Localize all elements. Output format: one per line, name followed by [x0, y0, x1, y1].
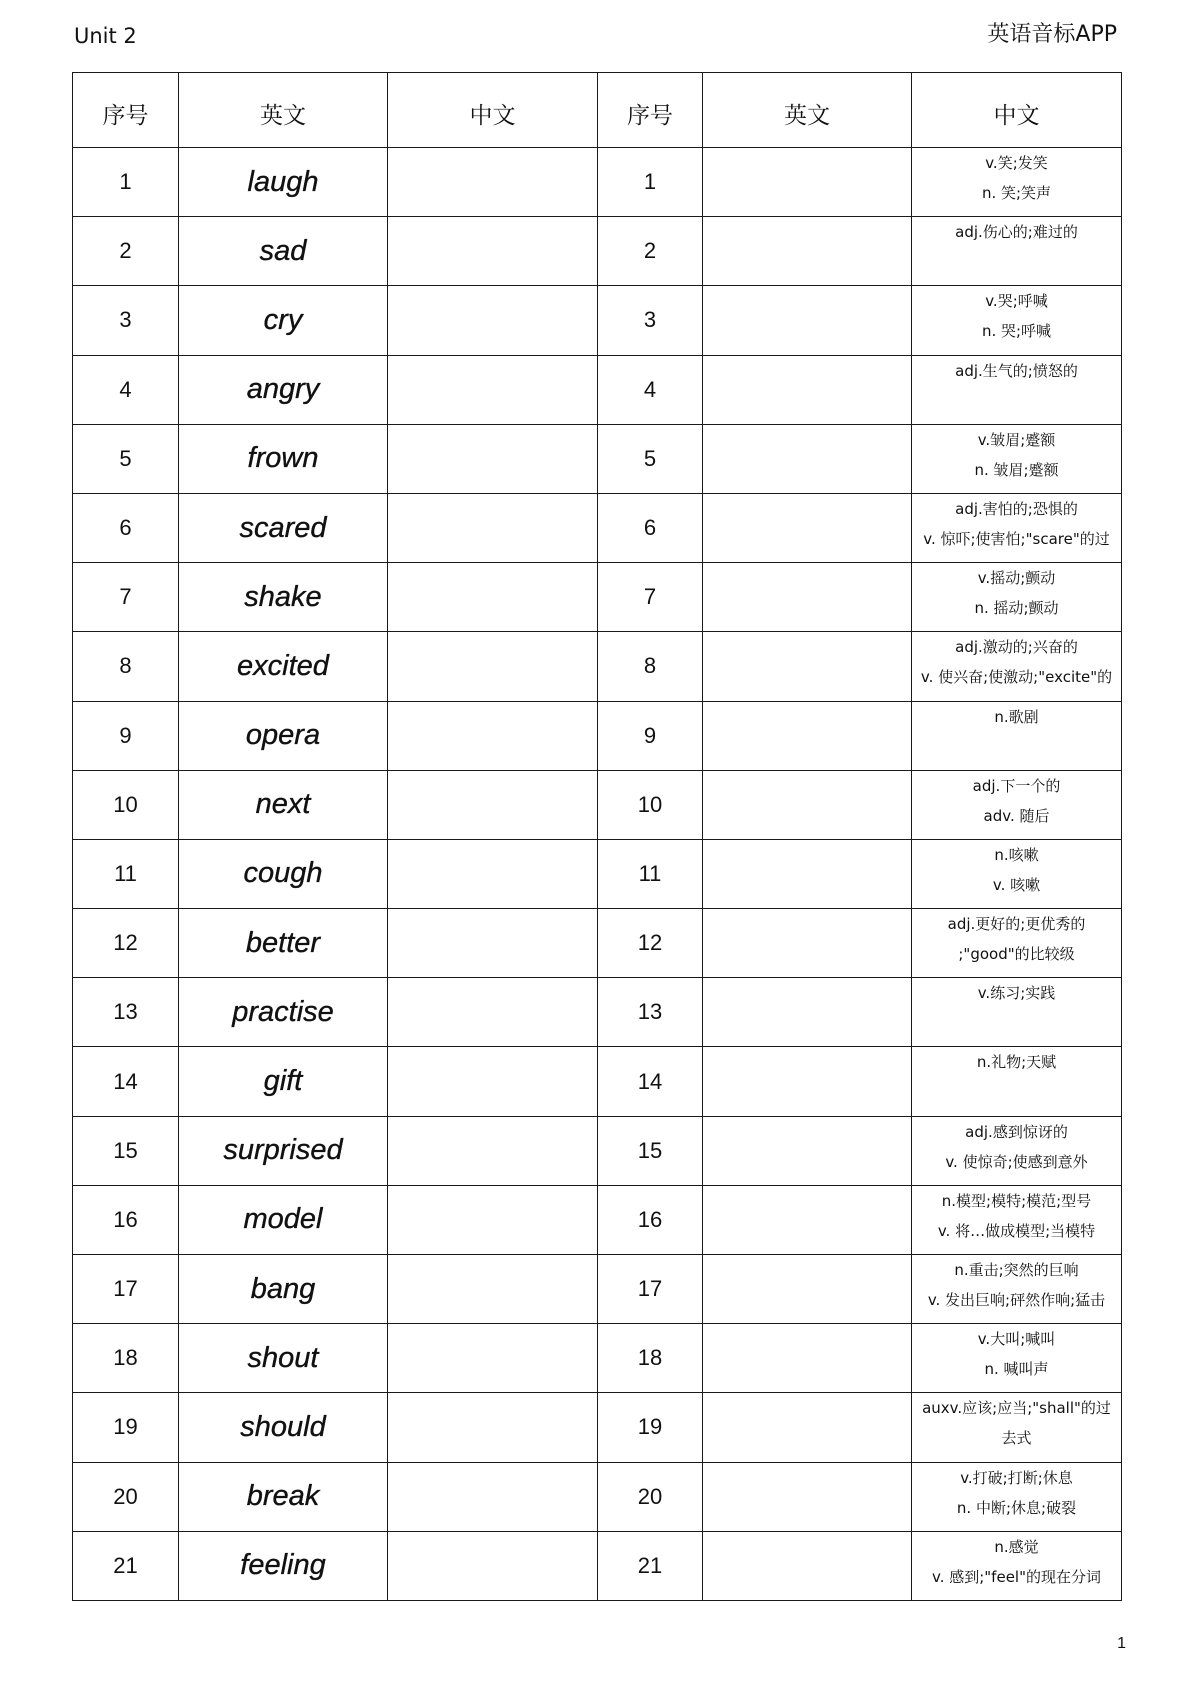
- table-row: [73, 632, 1122, 701]
- blank-english-cell: [703, 1462, 912, 1531]
- column-header-english-left: 英文: [179, 73, 388, 148]
- row-number-left: 8: [73, 632, 179, 701]
- table-row: [73, 493, 1122, 562]
- meaning-line: adj.更好的;更优秀的: [947, 915, 1086, 934]
- blank-chinese-cell: [388, 286, 598, 355]
- meaning-line: adj.激动的;兴奋的: [955, 638, 1078, 657]
- blank-english-cell: [703, 563, 912, 632]
- row-number-left: 13: [73, 978, 179, 1047]
- blank-chinese-cell: [388, 632, 598, 701]
- blank-english-cell: [703, 424, 912, 493]
- english-word: feeling: [179, 1531, 388, 1600]
- blank-english-cell: [703, 217, 912, 286]
- blank-english-cell: [703, 286, 912, 355]
- row-number-right: 17: [598, 1255, 703, 1324]
- meaning-line: v.练习;实践: [977, 984, 1056, 1003]
- row-number-right: 1: [598, 148, 703, 217]
- english-word: bang: [179, 1255, 388, 1324]
- table-row: [73, 701, 1122, 770]
- row-number-right: 19: [598, 1393, 703, 1462]
- english-word: break: [179, 1462, 388, 1531]
- chinese-meaning: [912, 909, 1122, 978]
- unit-label: Unit 2: [74, 24, 137, 48]
- english-word: better: [179, 909, 388, 978]
- row-number-right: 12: [598, 909, 703, 978]
- row-number-left: 15: [73, 1116, 179, 1185]
- table-row: [73, 148, 1122, 217]
- blank-english-cell: [703, 1531, 912, 1600]
- table-row: [73, 1185, 1122, 1254]
- chinese-meaning: [912, 978, 1122, 1047]
- meaning-line: n.歌剧: [994, 707, 1039, 726]
- row-number-left: 21: [73, 1531, 179, 1600]
- english-word: laugh: [179, 148, 388, 217]
- row-number-left: 11: [73, 839, 179, 908]
- blank-chinese-cell: [388, 1116, 598, 1185]
- chinese-meaning: [912, 1116, 1122, 1185]
- chinese-meaning: [912, 217, 1122, 286]
- meaning-line: n. 摇动;颤动: [974, 599, 1059, 618]
- blank-chinese-cell: [388, 563, 598, 632]
- row-number-right: 20: [598, 1462, 703, 1531]
- table-row: [73, 1047, 1122, 1116]
- chinese-meaning: [912, 493, 1122, 562]
- row-number-right: 5: [598, 424, 703, 493]
- english-word: opera: [179, 701, 388, 770]
- chinese-meaning: [912, 1047, 1122, 1116]
- column-header-chinese-right: 中文: [912, 73, 1122, 148]
- english-word: cry: [179, 286, 388, 355]
- meaning-line: n. 喊叫声: [984, 1360, 1049, 1379]
- meaning-line: 去式: [1001, 1429, 1032, 1448]
- row-number-left: 1: [73, 148, 179, 217]
- vocabulary-table: [72, 72, 1122, 1601]
- blank-english-cell: [703, 1393, 912, 1462]
- row-number-left: 16: [73, 1185, 179, 1254]
- english-word: surprised: [179, 1116, 388, 1185]
- blank-chinese-cell: [388, 424, 598, 493]
- chinese-meaning: [912, 839, 1122, 908]
- table-row: [73, 978, 1122, 1047]
- chinese-meaning: [912, 1393, 1122, 1462]
- meaning-line: v.皱眉;蹙额: [977, 430, 1056, 449]
- blank-chinese-cell: [388, 701, 598, 770]
- blank-english-cell: [703, 493, 912, 562]
- table-row: [73, 1531, 1122, 1600]
- chinese-meaning: [912, 1462, 1122, 1531]
- table-row: [73, 1255, 1122, 1324]
- column-header-chinese-left: 中文: [388, 73, 598, 148]
- meaning-line: adj.伤心的;难过的: [955, 223, 1078, 242]
- blank-chinese-cell: [388, 1185, 598, 1254]
- row-number-left: 5: [73, 424, 179, 493]
- blank-english-cell: [703, 701, 912, 770]
- table-row: [73, 1393, 1122, 1462]
- blank-chinese-cell: [388, 1255, 598, 1324]
- blank-english-cell: [703, 1116, 912, 1185]
- chinese-meaning: [912, 1255, 1122, 1324]
- blank-chinese-cell: [388, 1324, 598, 1393]
- brand-label: 英语音标APP: [987, 22, 1117, 47]
- blank-english-cell: [703, 1324, 912, 1393]
- row-number-right: 9: [598, 701, 703, 770]
- english-word: shake: [179, 563, 388, 632]
- row-number-left: 20: [73, 1462, 179, 1531]
- row-number-left: 4: [73, 355, 179, 424]
- blank-english-cell: [703, 770, 912, 839]
- column-header-number-left: 序号: [73, 73, 179, 148]
- english-word: shout: [179, 1324, 388, 1393]
- english-word: angry: [179, 355, 388, 424]
- table-row: [73, 286, 1122, 355]
- row-number-left: 6: [73, 493, 179, 562]
- table-row: [73, 1116, 1122, 1185]
- english-word: model: [179, 1185, 388, 1254]
- row-number-right: 7: [598, 563, 703, 632]
- blank-english-cell: [703, 978, 912, 1047]
- english-word: frown: [179, 424, 388, 493]
- row-number-right: 16: [598, 1185, 703, 1254]
- chinese-meaning: [912, 424, 1122, 493]
- blank-english-cell: [703, 632, 912, 701]
- meaning-line: v.大叫;喊叫: [977, 1330, 1056, 1349]
- chinese-meaning: [912, 770, 1122, 839]
- blank-english-cell: [703, 1255, 912, 1324]
- row-number-left: 2: [73, 217, 179, 286]
- chinese-meaning: [912, 701, 1122, 770]
- row-number-left: 7: [73, 563, 179, 632]
- meaning-line: v.哭;呼喊: [985, 292, 1048, 311]
- english-word: next: [179, 770, 388, 839]
- chinese-meaning: [912, 1324, 1122, 1393]
- meaning-line: v.笑;发笑: [985, 154, 1048, 172]
- meaning-line: n.感觉: [994, 1537, 1039, 1556]
- row-number-right: 21: [598, 1531, 703, 1600]
- chinese-meaning: [912, 148, 1122, 217]
- row-number-right: 13: [598, 978, 703, 1047]
- blank-chinese-cell: [388, 217, 598, 286]
- english-word: gift: [179, 1047, 388, 1116]
- blank-chinese-cell: [388, 1047, 598, 1116]
- chinese-meaning: [912, 355, 1122, 424]
- meaning-line: n. 哭;呼喊: [981, 322, 1052, 341]
- row-number-left: 14: [73, 1047, 179, 1116]
- blank-chinese-cell: [388, 355, 598, 424]
- meaning-line: v.摇动;颤动: [977, 569, 1056, 588]
- blank-chinese-cell: [388, 493, 598, 562]
- row-number-left: 17: [73, 1255, 179, 1324]
- column-header-english-right: 英文: [703, 73, 912, 148]
- chinese-meaning: [912, 286, 1122, 355]
- blank-chinese-cell: [388, 978, 598, 1047]
- meaning-line: adj.害怕的;恐惧的: [955, 499, 1078, 518]
- chinese-meaning: [912, 563, 1122, 632]
- row-number-right: 10: [598, 770, 703, 839]
- table-row: [73, 217, 1122, 286]
- column-header-number-right: 序号: [598, 73, 703, 148]
- english-word: excited: [179, 632, 388, 701]
- row-number-right: 18: [598, 1324, 703, 1393]
- meaning-line: v. 惊吓;使害怕;"scare"的过: [923, 529, 1110, 548]
- row-number-right: 14: [598, 1047, 703, 1116]
- meaning-line: v. 发出巨响;砰然作响;猛击: [927, 1291, 1106, 1309]
- meaning-line: auxv.应该;应当;"shall"的过: [922, 1399, 1111, 1418]
- meaning-line: n. 中断;休息;破裂: [956, 1498, 1077, 1517]
- row-number-right: 4: [598, 355, 703, 424]
- blank-english-cell: [703, 1185, 912, 1254]
- blank-chinese-cell: [388, 1531, 598, 1600]
- blank-english-cell: [703, 839, 912, 908]
- blank-english-cell: [703, 1047, 912, 1116]
- meaning-line: n.礼物;天赋: [976, 1053, 1057, 1072]
- meaning-line: v.打破;打断;休息: [960, 1468, 1073, 1487]
- meaning-line: v. 感到;"feel"的现在分词: [931, 1567, 1101, 1586]
- row-number-right: 6: [598, 493, 703, 562]
- table-row: [73, 770, 1122, 839]
- blank-chinese-cell: [388, 770, 598, 839]
- blank-chinese-cell: [388, 1393, 598, 1462]
- row-number-right: 15: [598, 1116, 703, 1185]
- row-number-right: 8: [598, 632, 703, 701]
- row-number-left: 18: [73, 1324, 179, 1393]
- meaning-line: adj.感到惊讶的: [965, 1122, 1068, 1141]
- row-number-left: 9: [73, 701, 179, 770]
- meaning-line: ;"good"的比较级: [958, 945, 1075, 964]
- meaning-line: v. 使兴奋;使激动;"excite"的: [920, 668, 1113, 687]
- chinese-meaning: [912, 632, 1122, 701]
- meaning-line: n.重击;突然的巨响: [954, 1261, 1079, 1279]
- english-word: sad: [179, 217, 388, 286]
- meaning-line: v. 咳嗽: [992, 875, 1041, 894]
- table-row: [73, 1462, 1122, 1531]
- table-row: [73, 839, 1122, 908]
- meaning-line: adj.下一个的: [972, 776, 1061, 795]
- row-number-left: 19: [73, 1393, 179, 1462]
- meaning-line: v. 将…做成模型;当模特: [937, 1221, 1096, 1240]
- blank-chinese-cell: [388, 148, 598, 217]
- row-number-left: 12: [73, 909, 179, 978]
- blank-english-cell: [703, 148, 912, 217]
- meaning-line: v. 使惊奇;使感到意外: [945, 1152, 1088, 1171]
- meaning-line: n. 笑;笑声: [981, 184, 1052, 202]
- table-row: [73, 1324, 1122, 1393]
- table-row: [73, 563, 1122, 632]
- table-header-row: [73, 73, 1122, 148]
- table-row: [73, 424, 1122, 493]
- blank-english-cell: [703, 909, 912, 978]
- english-word: scared: [179, 493, 388, 562]
- meaning-line: adj.生气的;愤怒的: [955, 361, 1078, 380]
- blank-chinese-cell: [388, 909, 598, 978]
- row-number-right: 3: [598, 286, 703, 355]
- blank-english-cell: [703, 355, 912, 424]
- row-number-right: 11: [598, 839, 703, 908]
- table-row: [73, 355, 1122, 424]
- row-number-right: 2: [598, 217, 703, 286]
- chinese-meaning: [912, 1531, 1122, 1600]
- english-word: cough: [179, 839, 388, 908]
- row-number-left: 3: [73, 286, 179, 355]
- table-row: [73, 909, 1122, 978]
- english-word: practise: [179, 978, 388, 1047]
- blank-chinese-cell: [388, 839, 598, 908]
- meaning-line: n.咳嗽: [994, 845, 1039, 864]
- page-number: 1: [1117, 1635, 1126, 1652]
- meaning-line: n. 皱眉;蹙额: [974, 460, 1059, 479]
- row-number-left: 10: [73, 770, 179, 839]
- meaning-line: adv. 随后: [983, 806, 1050, 825]
- chinese-meaning: [912, 1185, 1122, 1254]
- blank-chinese-cell: [388, 1462, 598, 1531]
- english-word: should: [179, 1393, 388, 1462]
- meaning-line: n.模型;模特;模范;型号: [941, 1191, 1092, 1210]
